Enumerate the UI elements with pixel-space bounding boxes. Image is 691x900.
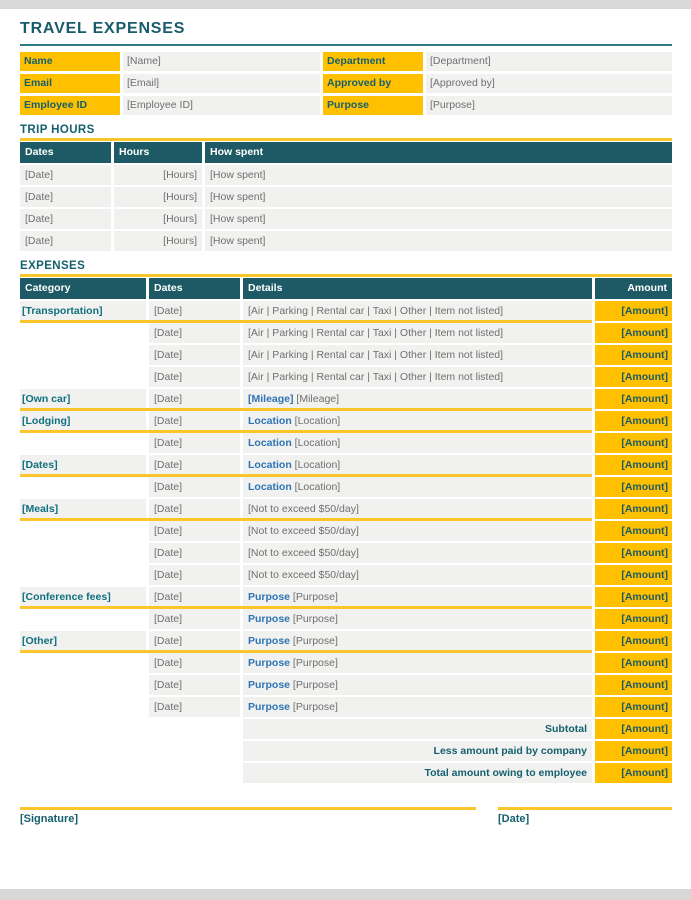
trip-how-spent-field[interactable]: [How spent] xyxy=(205,209,672,229)
expense-category-field xyxy=(20,697,146,717)
summary-spacer-dates xyxy=(149,763,240,783)
info-value-field[interactable]: [Purpose] xyxy=(426,96,672,115)
expense-row xyxy=(20,477,672,497)
trip-hours-row xyxy=(20,231,672,251)
expense-row xyxy=(20,433,672,453)
expense-details-field[interactable]: Purpose [Purpose] xyxy=(243,631,592,651)
expense-date-field[interactable]: [Date] xyxy=(149,301,240,321)
expense-date-field[interactable]: [Date] xyxy=(149,477,240,497)
expense-category-field[interactable]: [Own car] xyxy=(20,389,146,409)
expense-category-field xyxy=(20,367,146,387)
expense-row xyxy=(20,345,672,365)
expense-details-field[interactable]: Purpose [Purpose] xyxy=(243,653,592,673)
expense-details-field[interactable]: Purpose [Purpose] xyxy=(243,675,592,695)
expense-details-lead-label: Purpose xyxy=(248,679,291,691)
expense-amount-field[interactable]: [Amount] xyxy=(595,587,672,607)
trip-how-spent-field[interactable]: [How spent] xyxy=(205,187,672,207)
info-label: Email xyxy=(20,74,120,93)
expense-summary-row xyxy=(20,741,672,761)
info-label: Name xyxy=(20,52,120,71)
expense-amount-field[interactable]: [Amount] xyxy=(595,675,672,695)
expense-date-field[interactable]: [Date] xyxy=(149,653,240,673)
expenses-col-category: Category xyxy=(20,278,146,299)
expense-date-field[interactable]: [Date] xyxy=(149,631,240,651)
expense-category-field xyxy=(20,675,146,695)
trip-hours-col-hours: Hours xyxy=(114,142,202,163)
trip-date-field[interactable]: [Date] xyxy=(20,231,111,251)
signature-field[interactable]: [Signature] xyxy=(20,807,476,825)
expense-details-field[interactable]: [Not to exceed $50/day] xyxy=(243,499,592,519)
expense-category-field[interactable]: [Lodging] xyxy=(20,411,146,431)
expense-amount-field[interactable]: [Amount] xyxy=(595,543,672,563)
expense-category-field xyxy=(20,477,146,497)
trip-date-field[interactable]: [Date] xyxy=(20,187,111,207)
info-value-field[interactable]: [Approved by] xyxy=(426,74,672,93)
expense-details-field[interactable]: Purpose [Purpose] xyxy=(243,609,592,629)
expense-category-field[interactable]: [Other] xyxy=(20,631,146,651)
expense-row xyxy=(20,631,672,651)
info-value-field[interactable]: [Department] xyxy=(426,52,672,71)
expense-details-lead-label: [Mileage] xyxy=(248,393,294,405)
expense-category-field xyxy=(20,609,146,629)
trip-hours-col-how-spent: How spent xyxy=(205,142,672,163)
expense-amount-field[interactable]: [Amount] xyxy=(595,697,672,717)
summary-label: Less amount paid by company xyxy=(243,741,592,761)
expense-row xyxy=(20,587,672,607)
expense-category-field xyxy=(20,653,146,673)
trip-hours-row xyxy=(20,165,672,185)
expense-details-field[interactable]: [Mileage] [Mileage] xyxy=(243,389,592,409)
trip-hours-heading: TRIP HOURS xyxy=(20,124,95,136)
expense-details-lead-label: Purpose xyxy=(248,635,291,647)
expense-amount-field[interactable]: [Amount] xyxy=(595,477,672,497)
expense-date-field[interactable]: [Date] xyxy=(149,675,240,695)
expense-amount-field[interactable]: [Amount] xyxy=(595,609,672,629)
info-label: Approved by xyxy=(323,74,423,93)
expense-details-field[interactable]: Purpose [Purpose] xyxy=(243,697,592,717)
trip-hours-field[interactable]: [Hours] xyxy=(114,231,202,251)
expense-details-lead-label: Location xyxy=(248,415,292,427)
expense-row xyxy=(20,675,672,695)
expense-row xyxy=(20,521,672,541)
summary-spacer-dates xyxy=(149,741,240,761)
trip-hours-field[interactable]: [Hours] xyxy=(114,187,202,207)
expense-details-field[interactable]: [Air | Parking | Rental car | Taxi | Other | Item not listed] xyxy=(243,301,592,321)
expense-row xyxy=(20,455,672,475)
expense-category-field xyxy=(20,433,146,453)
expense-date-field[interactable]: [Date] xyxy=(149,389,240,409)
trip-hours-divider xyxy=(20,138,672,141)
expense-amount-field[interactable]: [Amount] xyxy=(595,521,672,541)
expense-amount-field[interactable]: [Amount] xyxy=(595,499,672,519)
trip-date-field[interactable]: [Date] xyxy=(20,165,111,185)
trip-hours-field[interactable]: [Hours] xyxy=(114,209,202,229)
expense-details-field[interactable]: Location [Location] xyxy=(243,433,592,453)
expense-details-lead-label: Location xyxy=(248,459,292,471)
trip-hours-col-dates: Dates xyxy=(20,142,111,163)
expense-row xyxy=(20,609,672,629)
expense-details-field[interactable]: Purpose [Purpose] xyxy=(243,587,592,607)
expense-amount-field[interactable]: [Amount] xyxy=(595,455,672,475)
expense-details-field[interactable]: [Not to exceed $50/day] xyxy=(243,521,592,541)
summary-label: Total amount owing to employee xyxy=(243,763,592,783)
expense-row xyxy=(20,367,672,387)
expense-row xyxy=(20,301,672,321)
title-divider xyxy=(20,44,672,46)
expense-row xyxy=(20,411,672,431)
page-title: TRAVEL EXPENSES xyxy=(20,20,186,37)
trip-how-spent-field[interactable]: [How spent] xyxy=(205,231,672,251)
page-bottom-edge xyxy=(0,889,691,900)
expense-details-field[interactable]: [Not to exceed $50/day] xyxy=(243,565,592,585)
trip-hours-table-body xyxy=(20,165,672,251)
summary-amount-field[interactable]: [Amount] xyxy=(595,763,672,783)
expense-row xyxy=(20,499,672,519)
expense-details-lead-label: Location xyxy=(248,437,292,449)
expense-amount-field[interactable]: [Amount] xyxy=(595,565,672,585)
expenses-col-details: Details xyxy=(243,278,592,299)
summary-amount-field[interactable]: [Amount] xyxy=(595,741,672,761)
expense-details-field[interactable]: Location [Location] xyxy=(243,455,592,475)
expense-details-field[interactable]: Location [Location] xyxy=(243,477,592,497)
expense-date-field[interactable]: [Date] xyxy=(149,587,240,607)
expense-date-field[interactable]: [Date] xyxy=(149,433,240,453)
expense-category-field xyxy=(20,345,146,365)
trip-date-field[interactable]: [Date] xyxy=(20,209,111,229)
trip-how-spent-field[interactable]: [How spent] xyxy=(205,165,672,185)
expense-summary-row xyxy=(20,763,672,783)
expense-category-field xyxy=(20,521,146,541)
expense-row xyxy=(20,389,672,409)
expense-amount-field[interactable]: [Amount] xyxy=(595,653,672,673)
expense-details-lead-label: Purpose xyxy=(248,701,291,713)
expense-details-lead-label: Purpose xyxy=(248,613,291,625)
expense-date-field[interactable]: [Date] xyxy=(149,697,240,717)
expense-row xyxy=(20,323,672,343)
expense-category-field[interactable]: [Dates] xyxy=(20,455,146,475)
expense-amount-field[interactable]: [Amount] xyxy=(595,301,672,321)
expense-row xyxy=(20,697,672,717)
trip-hours-field[interactable]: [Hours] xyxy=(114,165,202,185)
info-value-field[interactable]: [Name] xyxy=(123,52,320,71)
expense-amount-field[interactable]: [Amount] xyxy=(595,323,672,343)
signature-date-field[interactable]: [Date] xyxy=(498,807,672,825)
expense-category-field[interactable]: [Transportation] xyxy=(20,301,146,321)
expense-details-lead-label: Purpose xyxy=(248,657,291,669)
info-label: Employee ID xyxy=(20,96,120,115)
expenses-divider xyxy=(20,274,672,277)
expense-details-lead-label: Purpose xyxy=(248,591,291,603)
summary-spacer-category xyxy=(20,763,146,783)
expense-amount-field[interactable]: [Amount] xyxy=(595,411,672,431)
expense-row xyxy=(20,565,672,585)
expense-details-field[interactable]: [Not to exceed $50/day] xyxy=(243,543,592,563)
trip-hours-header-row xyxy=(20,142,672,163)
expense-row xyxy=(20,543,672,563)
document-content xyxy=(0,20,691,825)
expense-amount-field[interactable]: [Amount] xyxy=(595,367,672,387)
expense-date-field[interactable]: [Date] xyxy=(149,323,240,343)
info-value-field[interactable]: [Email] xyxy=(123,74,320,93)
employee-info-grid xyxy=(20,52,672,115)
expense-date-field[interactable]: [Date] xyxy=(149,499,240,519)
expense-summary-row xyxy=(20,719,672,739)
expenses-header-row xyxy=(20,278,672,299)
expense-row xyxy=(20,653,672,673)
summary-label: Subtotal xyxy=(243,719,592,739)
expense-details-field[interactable]: [Air | Parking | Rental car | Taxi | Other | Item not listed] xyxy=(243,345,592,365)
expenses-heading: EXPENSES xyxy=(20,260,86,272)
expense-category-field xyxy=(20,543,146,563)
info-label: Department xyxy=(323,52,423,71)
expense-date-field[interactable]: [Date] xyxy=(149,609,240,629)
expense-date-field[interactable]: [Date] xyxy=(149,521,240,541)
expense-amount-field[interactable]: [Amount] xyxy=(595,433,672,453)
expense-date-field[interactable]: [Date] xyxy=(149,345,240,365)
expense-date-field[interactable]: [Date] xyxy=(149,565,240,585)
page-top-edge xyxy=(0,0,691,9)
expense-amount-field[interactable]: [Amount] xyxy=(595,345,672,365)
expense-details-field[interactable]: [Air | Parking | Rental car | Taxi | Other | Item not listed] xyxy=(243,323,592,343)
signature-footer xyxy=(20,807,672,825)
summary-spacer-category xyxy=(20,719,146,739)
trip-hours-row xyxy=(20,209,672,229)
expense-date-field[interactable]: [Date] xyxy=(149,367,240,387)
expense-details-field[interactable]: Location [Location] xyxy=(243,411,592,431)
expense-category-field[interactable]: [Conference fees] xyxy=(20,587,146,607)
summary-amount-field[interactable]: [Amount] xyxy=(595,719,672,739)
expense-details-lead-label: Location xyxy=(248,481,292,493)
expense-date-field[interactable]: [Date] xyxy=(149,411,240,431)
expenses-col-amount: Amount xyxy=(595,278,672,299)
expense-amount-field[interactable]: [Amount] xyxy=(595,631,672,651)
expense-amount-field[interactable]: [Amount] xyxy=(595,389,672,409)
info-label: Purpose xyxy=(323,96,423,115)
expenses-col-dates: Dates xyxy=(149,278,240,299)
expense-date-field[interactable]: [Date] xyxy=(149,543,240,563)
expenses-table-body xyxy=(20,301,672,783)
expense-date-field[interactable]: [Date] xyxy=(149,455,240,475)
expense-category-field xyxy=(20,323,146,343)
summary-spacer-category xyxy=(20,741,146,761)
info-value-field[interactable]: [Employee ID] xyxy=(123,96,320,115)
summary-spacer-dates xyxy=(149,719,240,739)
expense-details-field[interactable]: [Air | Parking | Rental car | Taxi | Other | Item not listed] xyxy=(243,367,592,387)
expense-category-field xyxy=(20,565,146,585)
expense-category-field[interactable]: [Meals] xyxy=(20,499,146,519)
trip-hours-row xyxy=(20,187,672,207)
